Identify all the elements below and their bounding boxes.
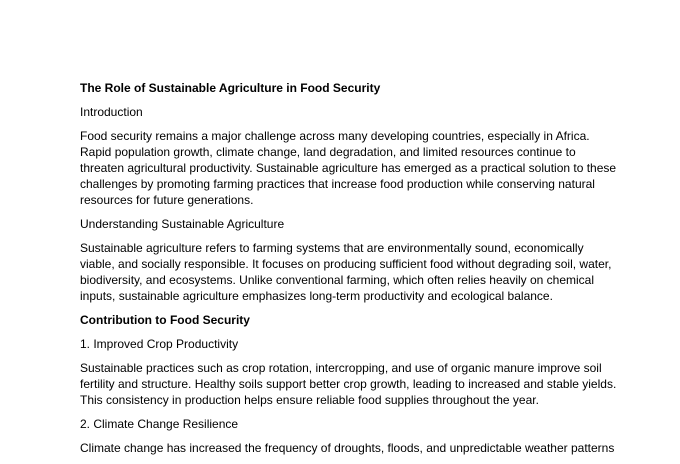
- document-title: The Role of Sustainable Agriculture in Food Security: [80, 81, 381, 95]
- section-heading-introduction: Introduction: [80, 105, 143, 119]
- section-heading-contribution: Contribution to Food Security: [80, 313, 250, 327]
- point-heading-climate-resilience: 2. Climate Change Resilience: [80, 417, 239, 431]
- paragraph-understanding: Sustainable agriculture refers to farming systems that are environmentally sound, economically viable, and socially responsible. It focuses on producing sufficient food without degrading soil, water, biodiversity, and ecosystems. Unlike conventional farming, which often relies heavily on chemical inputs, sustainable agriculture emphasizes long-term productivity and ecological balance.: [80, 241, 612, 303]
- point-heading-crop-productivity: 1. Improved Crop Productivity: [80, 337, 239, 351]
- paragraph-introduction: Food security remains a major challenge across many developing countries, especially in Africa. Rapid population growth, climate change, land degradation, and limited resources continue to threaten agricultural productivity. Sustainable agriculture has emerged as a practical solution to these challenges by promoting farming practices that increase food production while conserving natural resources for future generations.: [80, 129, 617, 207]
- paragraph-crop-productivity: Sustainable practices such as crop rotation, intercropping, and use of organic manure improve soil fertility and structure. Healthy soils support better crop growth, leading to increased and stable yields. This consistency in production helps ensure reliable food supplies throughout the year.: [80, 361, 617, 407]
- section-heading-understanding: Understanding Sustainable Agriculture: [80, 217, 285, 231]
- document-page: [80, 80, 620, 464]
- paragraph-climate-resilience: Climate change has increased the frequency of droughts, floods, and unpredictable weather patterns: [80, 441, 615, 455]
